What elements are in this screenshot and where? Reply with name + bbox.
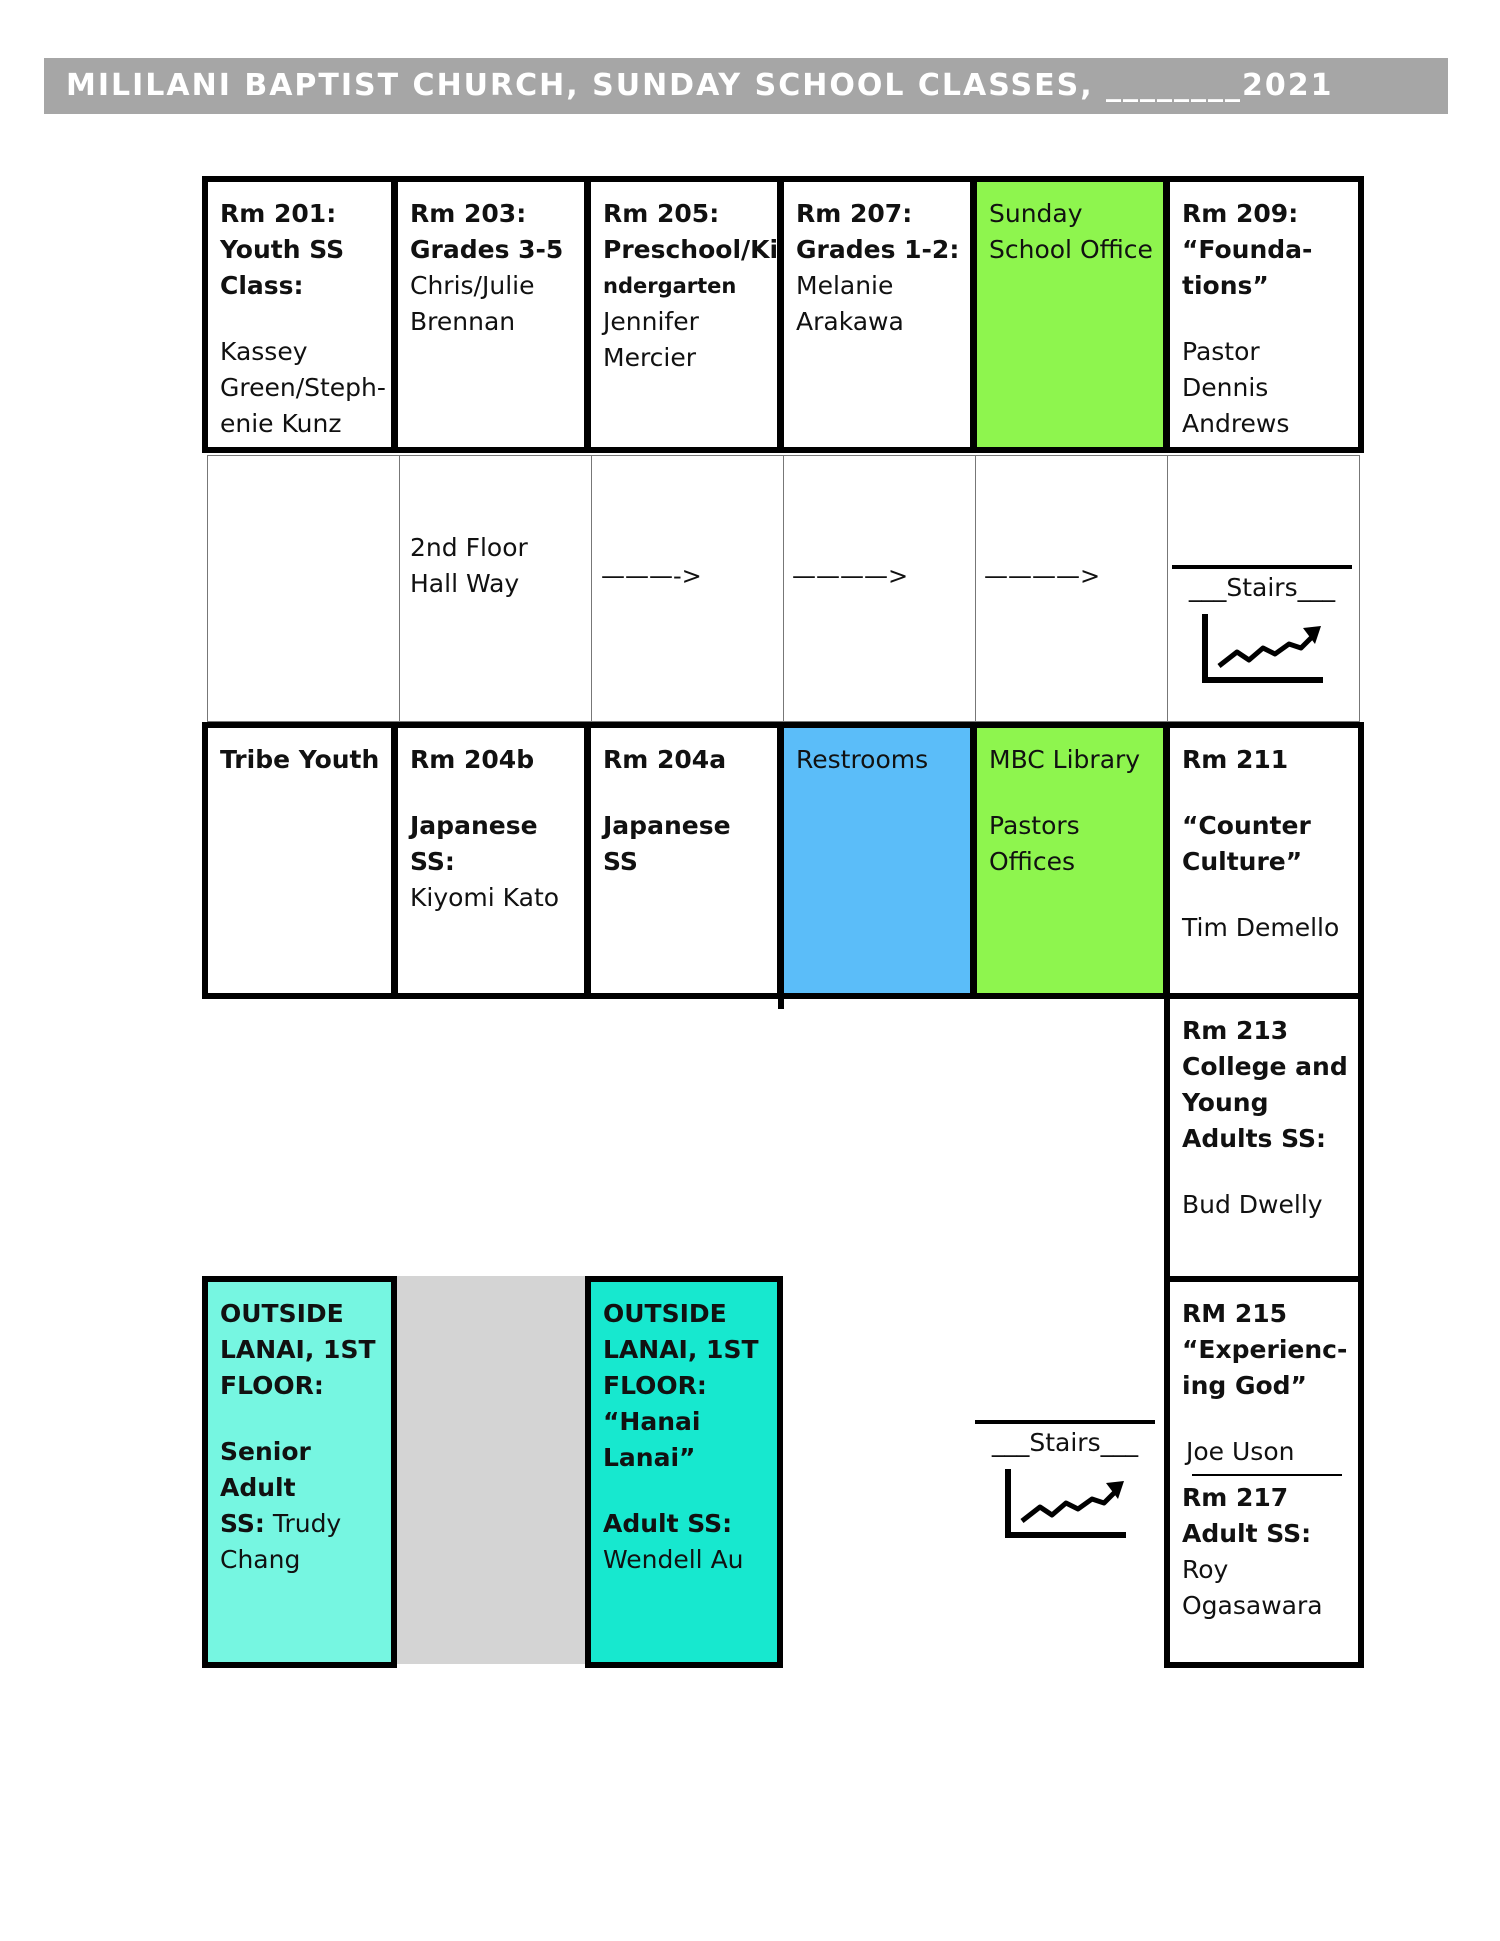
room-213-class-3: Adults SS: [1182,1124,1327,1153]
room-207-teacher-2: Arakawa [796,307,904,336]
stairs-lower-bar [975,1420,1155,1424]
outside-lanai-left [202,1276,397,1668]
restrooms [778,722,976,999]
room-203 [392,176,590,453]
lanai-left-label-3: FLOOR: [220,1371,324,1400]
room-201-teacher-1: Kassey [220,337,308,366]
room-213 [1164,993,1364,1282]
room-203-teacher-1: Chris/Julie [410,271,535,300]
tribe-youth [202,722,397,999]
lanai-right-teacher: Wendell Au [603,1545,744,1574]
lanai-right-label-3: FLOOR: [603,1371,707,1400]
room-205-teacher-2: Mercier [603,343,697,372]
room-divider [1192,1474,1342,1476]
room-213-label: Rm 213 [1182,1016,1289,1045]
room-204b-teacher: Kiyomi Kato [410,883,560,912]
rooms-215-217 [1164,1276,1364,1668]
room-204b-label: Rm 204b [410,745,535,774]
lanai-right-class: Adult SS: [603,1509,733,1538]
room-201-class: Youth SS [220,235,345,264]
sunday-school-office [971,176,1169,453]
room-201 [202,176,397,453]
tribe-youth-label: Tribe Youth [220,745,380,774]
room-209-teacher-1: Pastor Dennis [1182,337,1269,402]
room-215-class-suffix: ing God” [1182,1371,1307,1400]
room-209-class-suffix: tions” [1182,271,1269,300]
lanai-left-class: Senior Adult [220,1437,311,1502]
page-title: MILILANI BAPTIST CHURCH, SUNDAY SCHOOL CLASSES, ________2021 [44,58,1448,114]
stairs-lower-label: ___Stairs___ [991,1428,1139,1457]
room-204b [392,722,590,999]
office-label-1: Sunday [989,199,1083,228]
room-205-label: Rm 205: [603,199,720,228]
hallway-label-1: 2nd Floor [410,533,528,562]
room-209 [1164,176,1364,453]
room-207-label: Rm 207: [796,199,913,228]
room-204a [585,722,783,999]
stairs-lower [975,1420,1155,1549]
room-215-label: RM 215 [1182,1299,1288,1328]
stairs-upper-bar [1172,565,1352,569]
pastors-offices-label-2: Offices [989,847,1075,876]
room-217-class: Adult SS: [1182,1519,1312,1548]
room-201-label: Rm 201: [220,199,337,228]
room-211-class-suffix: Culture” [1182,847,1303,876]
lanai-left-teacher-2: Chang [220,1545,301,1574]
outside-lanai-right [585,1276,783,1668]
stairs-icon [1197,608,1327,688]
room-203-label: Rm 203: [410,199,527,228]
mbc-library [971,722,1169,999]
hallway-arrow-1: ———-> [601,562,702,590]
room-217-label: Rm 217 [1182,1483,1289,1512]
room-213-class-2: Young [1182,1088,1269,1117]
room-217-teacher-2: Ogasawara [1182,1591,1323,1620]
room-204b-class: Japanese SS: [410,811,538,876]
lanai-left-class-line [220,1506,381,1542]
hallway-arrow-2: ————> [792,562,909,590]
room-204a-label: Rm 204a [603,745,727,774]
room-203-class: Grades 3-5 [410,235,564,264]
room-213-class-1: College and [1182,1052,1348,1081]
room-204a-class: Japanese SS [603,811,731,876]
room-215-class: “Experienc- [1182,1335,1348,1364]
room-217-teacher-1: Roy [1182,1555,1229,1584]
room-209-label: Rm 209: [1182,199,1299,228]
library-label: MBC Library [989,745,1141,774]
stairs-upper-label: ___Stairs___ [1188,573,1336,602]
room-209-teacher-2: Andrews [1182,409,1290,438]
office-label-2: School Office [989,235,1153,264]
room-207 [778,176,976,453]
room-215-teacher: Joe Uson [1186,1437,1295,1466]
room-209-class: “Founda- [1182,235,1313,264]
room-211-label: Rm 211 [1182,745,1289,774]
lanai-right-label-2: LANAI, 1ST [603,1335,759,1364]
lanai-left-class-suffix: SS: [220,1509,265,1538]
room-207-class: Grades 1-2: [796,235,960,264]
room-211-teacher: Tim Demello [1182,913,1340,942]
lanai-right-label-1: OUTSIDE [603,1299,727,1328]
room-207-teacher-1: Melanie [796,271,894,300]
lanai-left-teacher-1: Trudy [272,1509,342,1538]
hallway-label-2: Hall Way [410,569,520,598]
room-211 [1164,722,1364,999]
room-203-teacher-2: Brennan [410,307,516,336]
stairs-upper [1172,565,1352,694]
room-205 [585,176,783,453]
room-213-teacher: Bud Dwelly [1182,1190,1323,1219]
lanai-walkway [397,1276,585,1664]
room-205-class-suffix: ndergarten [603,274,737,298]
lanai-left-label-1: OUTSIDE [220,1299,344,1328]
hallway-cell-1 [207,455,400,722]
lanai-right-name-2: Lanai” [603,1443,696,1472]
room-201-teacher-2: Green/Steph- [220,373,386,402]
hallway-arrow-3: ————> [984,562,1101,590]
lanai-left-label-2: LANAI, 1ST [220,1335,376,1364]
room-211-class: “Counter [1182,811,1311,840]
room-201-class-suffix: Class: [220,271,304,300]
room-205-teacher-1: Jennifer [603,307,699,336]
restrooms-label: Restrooms [796,745,929,774]
pastors-offices-label-1: Pastors [989,811,1080,840]
room-201-teacher-3: enie Kunz [220,409,342,438]
lanai-right-name-1: “Hanai [603,1407,701,1436]
stairs-icon [1000,1463,1130,1543]
restroom-wall-stub [778,995,784,1009]
room-205-class: Preschool/Ki [603,235,779,264]
hallway-label [410,530,528,602]
